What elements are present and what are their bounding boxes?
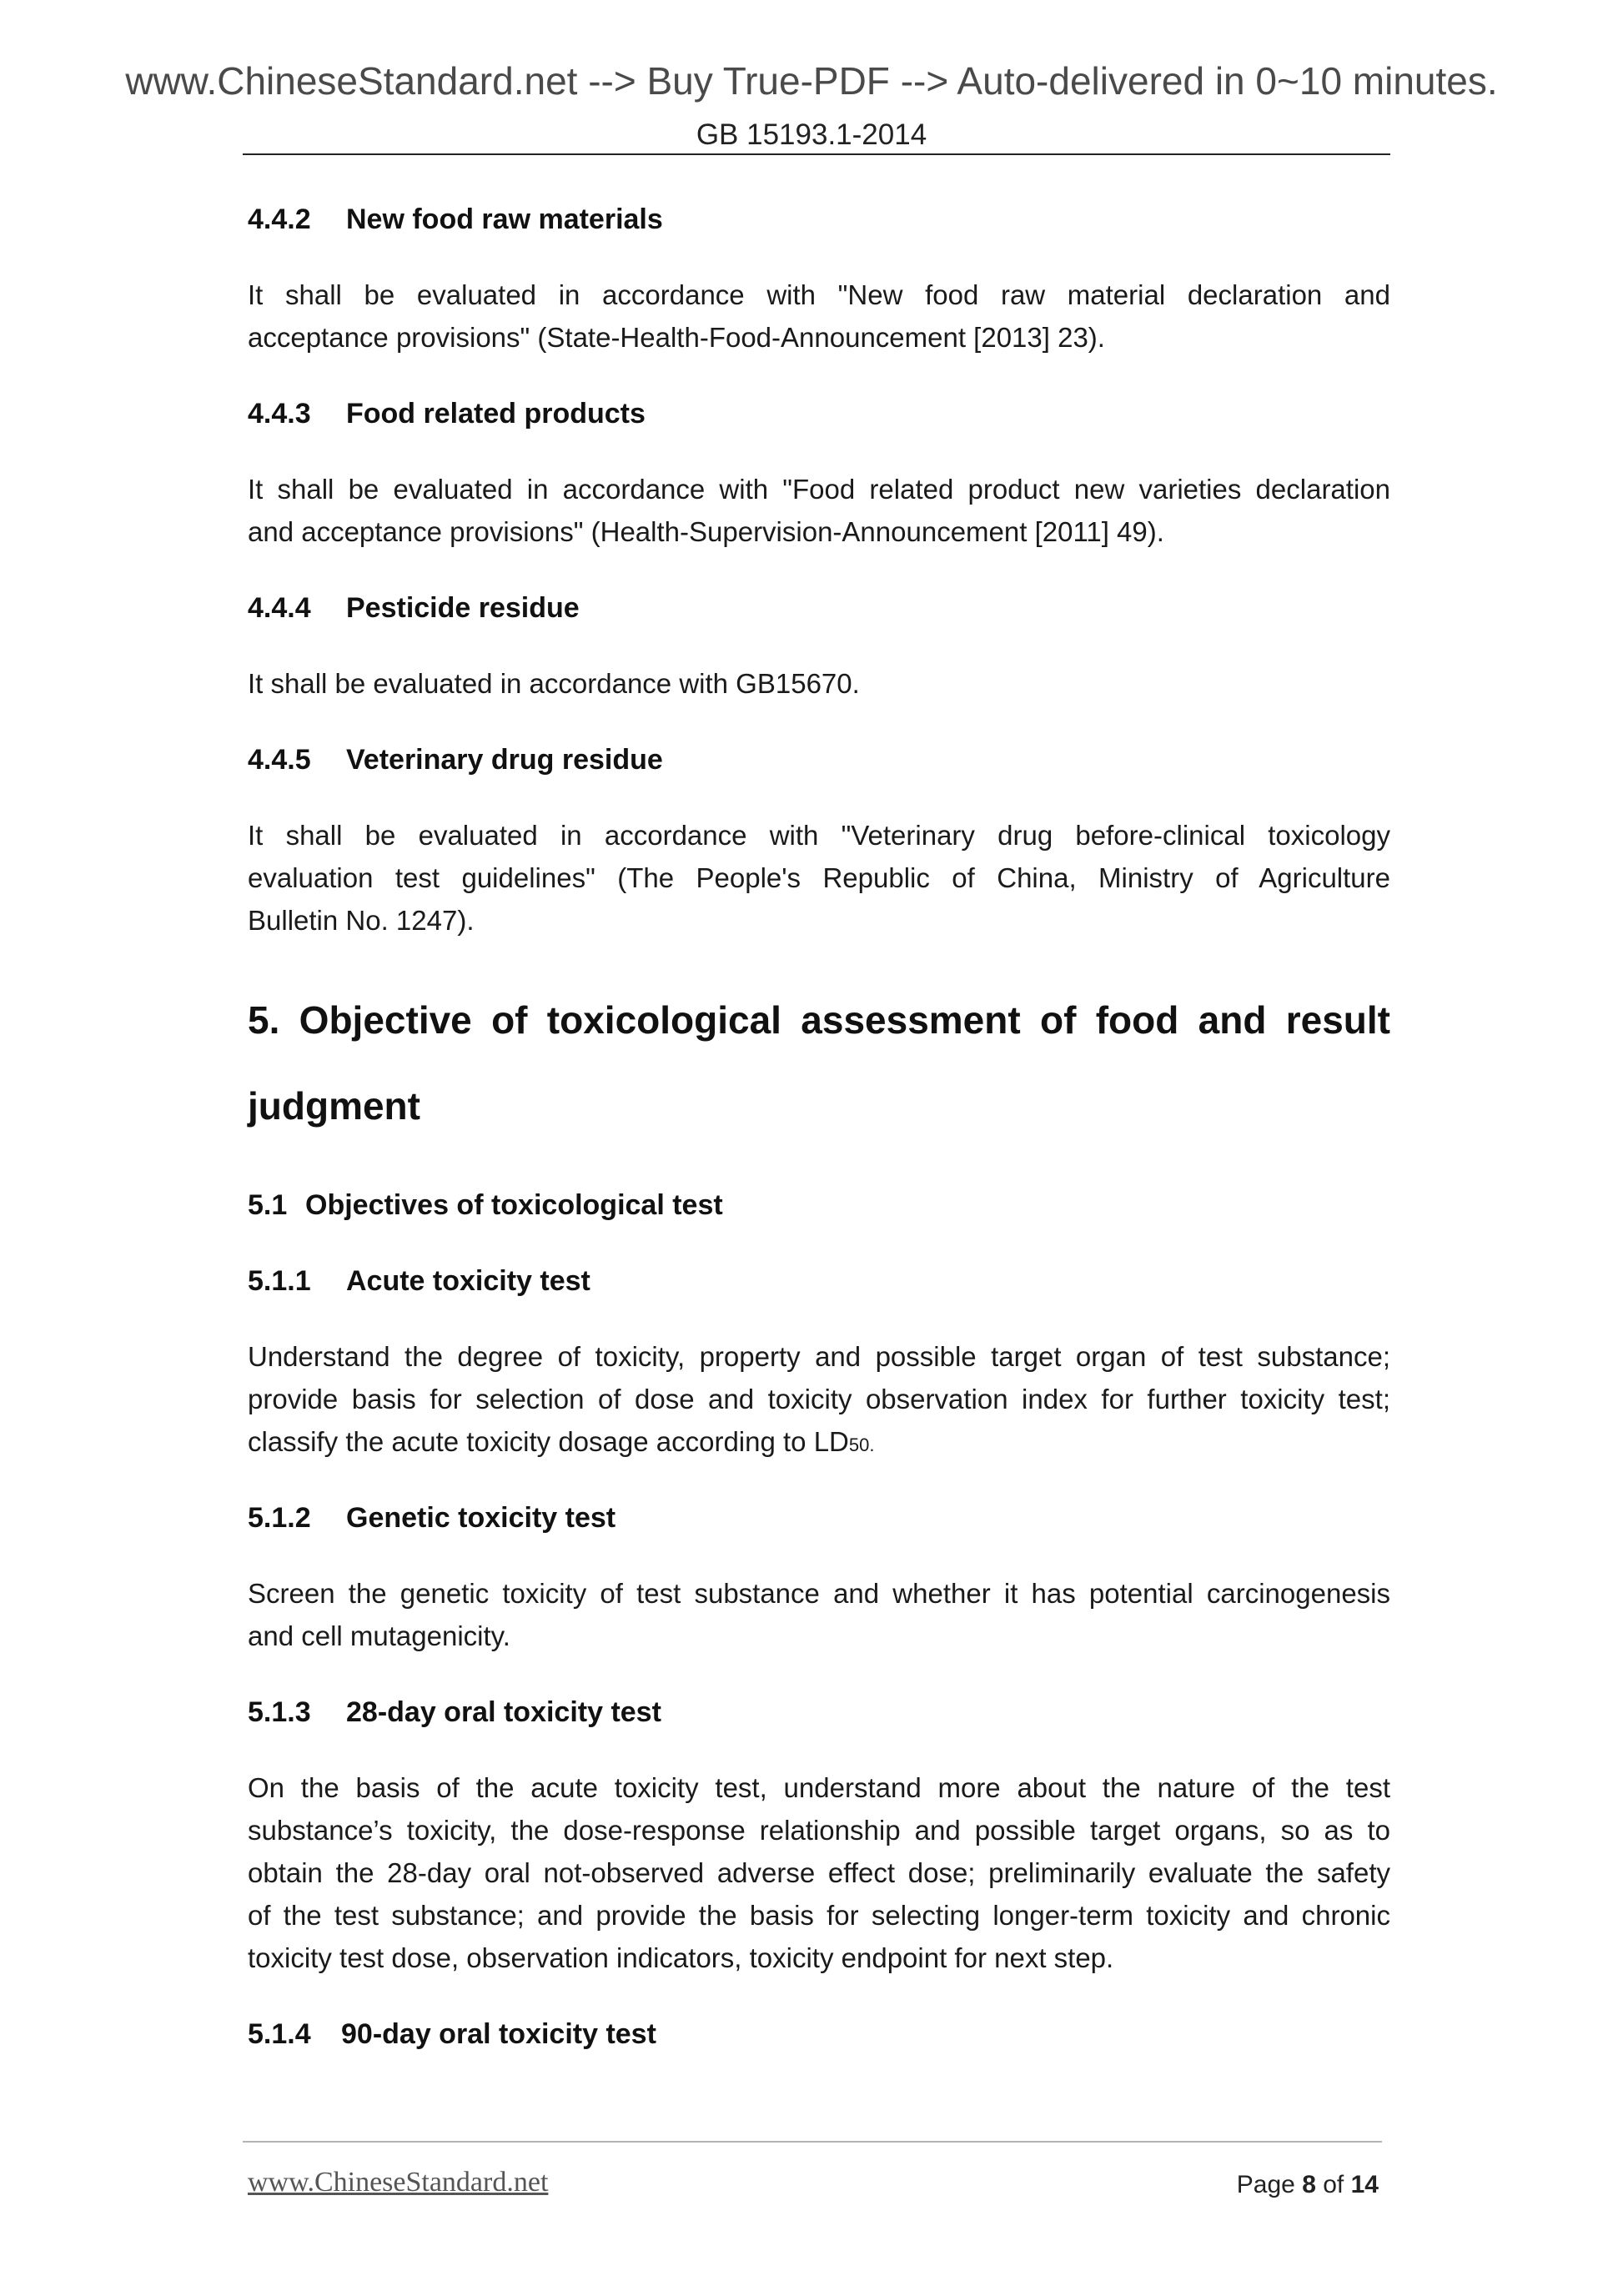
heading-5-line-2: judgment xyxy=(248,1084,420,1128)
section-title: Pesticide residue xyxy=(346,592,580,624)
standard-code: GB 15193.1-2014 xyxy=(696,118,927,151)
section-title: Food related products xyxy=(346,398,646,430)
section-number: 4.4.5 xyxy=(248,744,311,776)
paragraph-5-1-1 xyxy=(248,1335,1390,1466)
page-number xyxy=(1237,2173,1379,2198)
section-number: 5.1.3 xyxy=(248,1696,311,1728)
ld50-subscript: 50. xyxy=(848,1434,875,1455)
page-current: 8 xyxy=(1302,2171,1316,2198)
paragraph-4-4-2 xyxy=(248,274,1390,359)
paragraph-4-4-4 xyxy=(248,662,1390,705)
section-number: 4.4.2 xyxy=(248,203,311,235)
heading-4-4-3 xyxy=(248,399,646,428)
text-line: toxicity test dose, observation indicators, toxicity endpoint for next step. xyxy=(248,1942,1114,1973)
text-line: Bulletin No. 1247). xyxy=(248,905,475,936)
text-line: of the test substance; and provide the basis for selecting longer-term toxicity and chronic xyxy=(248,1900,1390,1931)
text-line: acceptance provisions" (State-Health-Food-Announcement [2013] 23). xyxy=(248,322,1105,353)
text-line: substance’s toxicity, the dose-response relationship and possible target organs, so as to xyxy=(248,1815,1390,1846)
page-word: Page xyxy=(1236,2171,1295,2198)
header-rule xyxy=(243,153,1390,155)
paragraph-5-1-2 xyxy=(248,1572,1390,1657)
text-line: provide basis for selection of dose and toxicity observation index for further toxicity test; xyxy=(248,1384,1390,1414)
text-line: It shall be evaluated in accordance with "Veterinary drug before-clinical toxicology xyxy=(248,820,1390,851)
heading-5-1 xyxy=(248,1191,723,1219)
text-line: and cell mutagenicity. xyxy=(248,1620,510,1651)
text-line: and acceptance provisions" (Health-Supervision-Announcement [2011] 49). xyxy=(248,516,1164,547)
heading-5-line-1: 5. Objective of toxicological assessment of food and result xyxy=(248,998,1390,1042)
text-line: obtain the 28-day oral not-observed adverse effect dose; preliminarily evaluate the safety xyxy=(248,1857,1390,1888)
section-title: 28-day oral toxicity test xyxy=(346,1696,661,1728)
heading-4-4-2 xyxy=(248,205,663,234)
section-title: Veterinary drug residue xyxy=(346,744,663,776)
section-number: 4.4.4 xyxy=(248,592,311,624)
heading-5-1-4 xyxy=(248,2020,656,2048)
heading-5-1-2 xyxy=(248,1504,616,1532)
heading-5-1-1 xyxy=(248,1267,590,1295)
text-line: On the basis of the acute toxicity test, understand more about the nature of the test xyxy=(248,1772,1390,1803)
heading-4-4-5 xyxy=(248,746,663,774)
text-line: Understand the degree of toxicity, property and possible target organ of test substance; xyxy=(248,1341,1390,1372)
heading-5 xyxy=(248,998,1390,1042)
section-title: 90-day oral toxicity test xyxy=(341,2018,656,2050)
section-number: 5.1.2 xyxy=(248,1502,311,1534)
paragraph-4-4-5 xyxy=(248,814,1390,942)
text-line xyxy=(248,1420,1390,1466)
page-total: 14 xyxy=(1350,2171,1379,2198)
footer-rule xyxy=(243,2141,1382,2143)
section-number: 5.1 xyxy=(248,1189,288,1221)
section-title: Objectives of toxicological test xyxy=(305,1189,723,1221)
text-line: evaluation test guidelines" (The People's Republic of China, Ministry of Agriculture xyxy=(248,862,1390,893)
text-line-prefix: classify the acute toxicity dosage according to LD xyxy=(248,1426,849,1457)
section-number: 4.4.3 xyxy=(248,398,311,430)
section-number: 5.1.4 xyxy=(248,2018,311,2050)
text-line: It shall be evaluated in accordance with "Food related product new varieties declaration xyxy=(248,474,1390,505)
heading-4-4-4 xyxy=(248,594,580,622)
paragraph-4-4-3 xyxy=(248,468,1390,553)
text-line: It shall be evaluated in accordance with GB15670. xyxy=(248,668,860,699)
section-title: Acute toxicity test xyxy=(346,1265,590,1297)
heading-5-1-3 xyxy=(248,1698,661,1726)
text-line: Screen the genetic toxicity of test substance and whether it has potential carcinogenesis xyxy=(248,1578,1390,1609)
paragraph-5-1-3 xyxy=(248,1766,1390,1979)
text-line: It shall be evaluated in accordance with "New food raw material declaration and xyxy=(248,279,1390,310)
footer-site-link[interactable]: www.ChineseStandard.net xyxy=(248,2167,549,2198)
page-of: of xyxy=(1323,2171,1344,2198)
section-title: New food raw materials xyxy=(346,203,663,235)
section-title: Genetic toxicity test xyxy=(346,1502,616,1534)
top-banner[interactable]: www.ChineseStandard.net --> Buy True-PDF --> Auto-delivered in 0~10 minutes. xyxy=(125,59,1498,103)
section-number: 5.1.1 xyxy=(248,1265,311,1297)
